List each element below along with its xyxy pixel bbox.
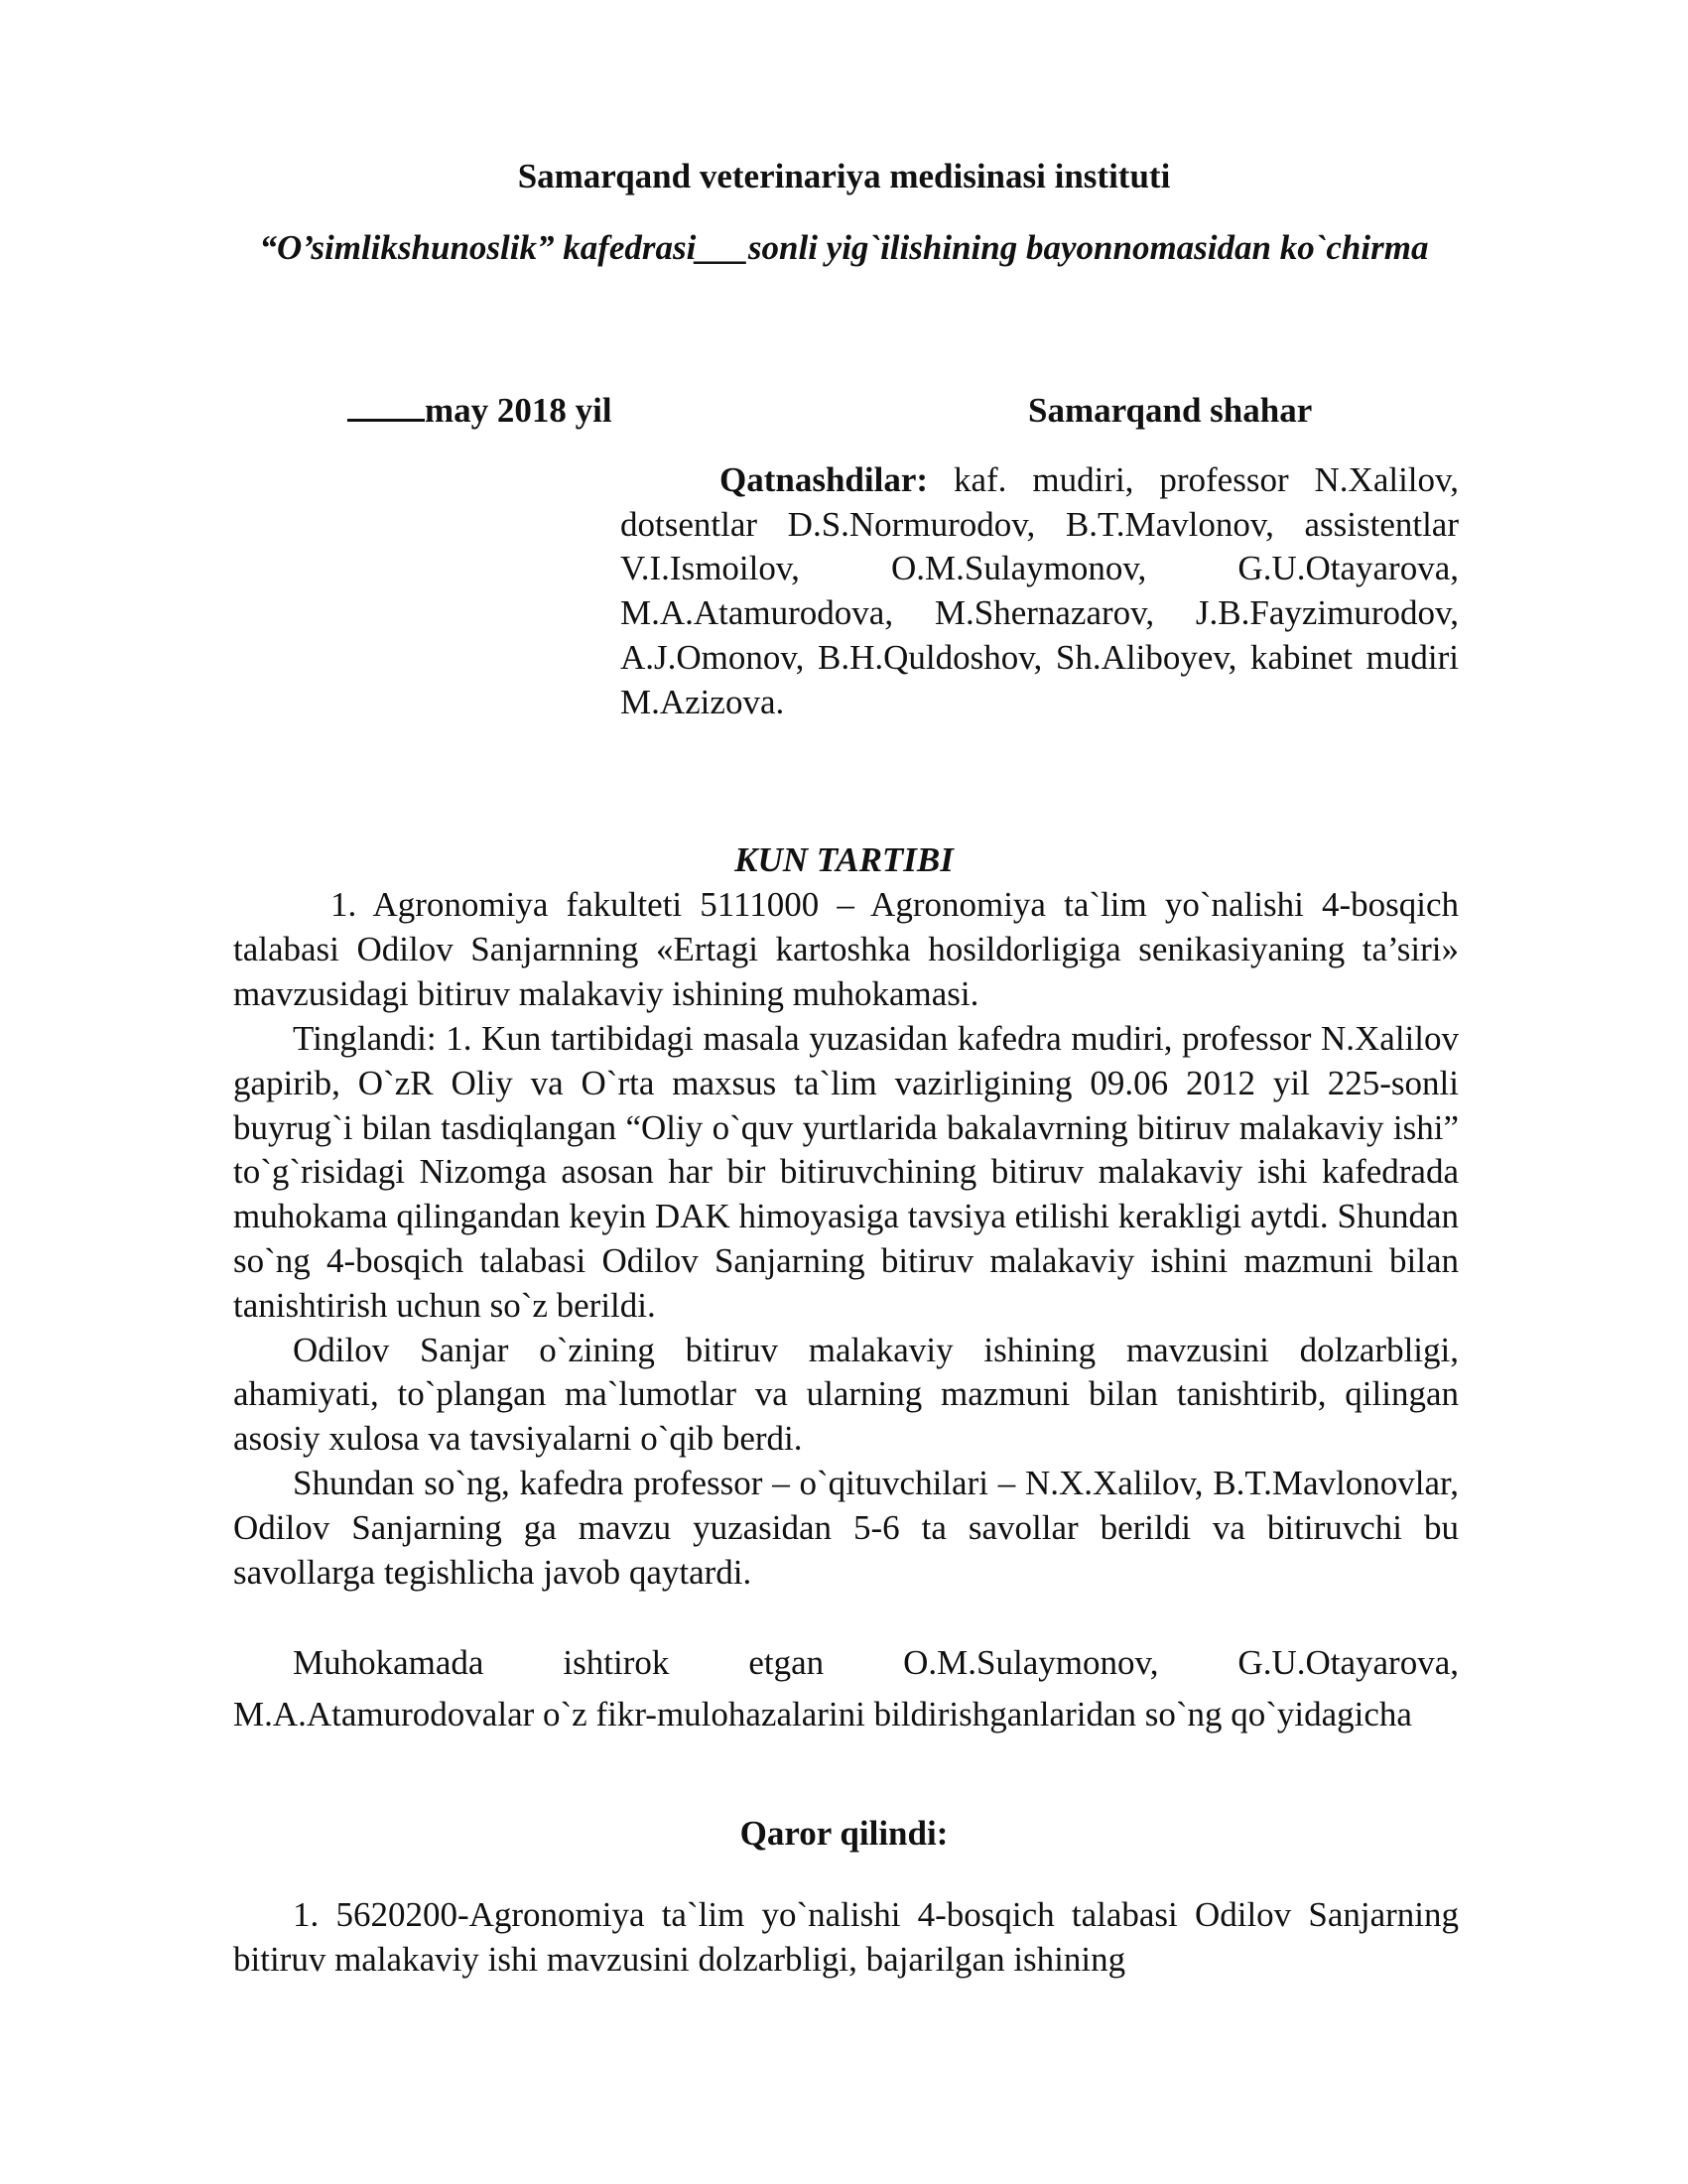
meeting-city: Samarqand shahar [1028, 391, 1313, 430]
paragraph-student-report: Odilov Sanjar o`zining bitiruv malakaviy ishining mavzusini dolzarbligi, ahamiyati, to`plangan ma`lumotlar va ularning mazmuni bilan tanishtirib, qilingan asosiy xulosa va tavsiyalarni o`qib berdi. [233, 1330, 1459, 1459]
participants-list: kaf. mudiri, professor N.Xalilov, dotsentlar D.S.Normurodov, B.T.Mavlonov, assistentlar V.I.Ismoilov, O.M.Sulaymonov, G.U.Otayarova, M.A.Atamurodova, M.Shernazarov, J.B.Fayzimurodov, A.J.Omonov, B.H.Quldoshov, Sh.Aliboyev, kabinet mudiri M.Azizova. [620, 460, 1460, 721]
institute-title: Samarqand veterinariya medisinasi instituti [517, 157, 1171, 195]
participants-block [620, 458, 1459, 724]
agenda-item-1: 1. Agronomiya fakulteti 5111000 – Agronomiya ta`lim yo`nalishi 4-bosqich talabasi Odilov Sanjarnning «Ertagi kartoshka hosildorligiga senikasiyaning ta’siri» mavzusidagi bitiruv malakaviy ishining muhokamasi. [233, 885, 1459, 1013]
date-blank-line [347, 389, 425, 422]
participants-label: Qatnashdilar: [719, 460, 929, 499]
meeting-date-text: may 2018 yil [425, 391, 612, 430]
meeting-date [347, 389, 612, 433]
protocol-subtitle: “O’simlikshunoslik” kafedrasi___sonli yig`ilishining bayonnomasidan ko`chirma [259, 228, 1429, 267]
agenda-title-text: KUN TARTIBI [734, 840, 954, 879]
discussion-text [233, 1017, 1459, 1595]
agenda-title [0, 838, 1688, 882]
paragraph-discussion: Muhokamada ishtirok etgan O.M.Sulaymonov, G.U.Otayarova, M.A.Atamurodovalar o`z fikr-mulohazalarini bildirishganlaridan so`ng qo`yidagicha [233, 1643, 1459, 1734]
decision-title: Qaror qilindi: [739, 1814, 949, 1853]
paragraph-heard: Tinglandi: 1. Kun tartibidagi masala yuzasidan kafedra mudiri, professor N.Xalilov gapirib, O`zR Oliy va O`rta maxsus ta`lim vazirligining 09.06 2012 yil 225-sonli buyrug`i bilan tasdiqlangan “Oliy o`quv yurtlarida bakalavrning bitiruv malakaviy ishi” to`g`risidagi Nizomga asosan har bir bitiruvchining bitiruv malakaviy ishi kafedrada muhokama qilingandan keyin DAK himoyasiga tavsiya etilishi kerakligi aytdi. Shundan so`ng 4-bosqich talabasi Odilov Sanjarning bitiruv malakaviy ishini mazmuni bilan tanishtirish uchun so`z berildi. [233, 1019, 1459, 1325]
decision-item-1: 1. 5620200-Agronomiya ta`lim yo`nalishi 4-bosqich talabasi Odilov Sanjarning bitiruv malakaviy ishi mavzusini dolzarbligi, bajarilgan ishining [233, 1895, 1459, 1979]
paragraph-questions: Shundan so`ng, kafedra professor – o`qituvchilari – N.X.Xalilov, B.T.Mavlonovlar, Odilov Sanjarning ga mavzu yuzasidan 5-6 ta savollar berildi va bitiruvchi bu savollarga tegishlicha javob qaytardi. [233, 1463, 1459, 1592]
